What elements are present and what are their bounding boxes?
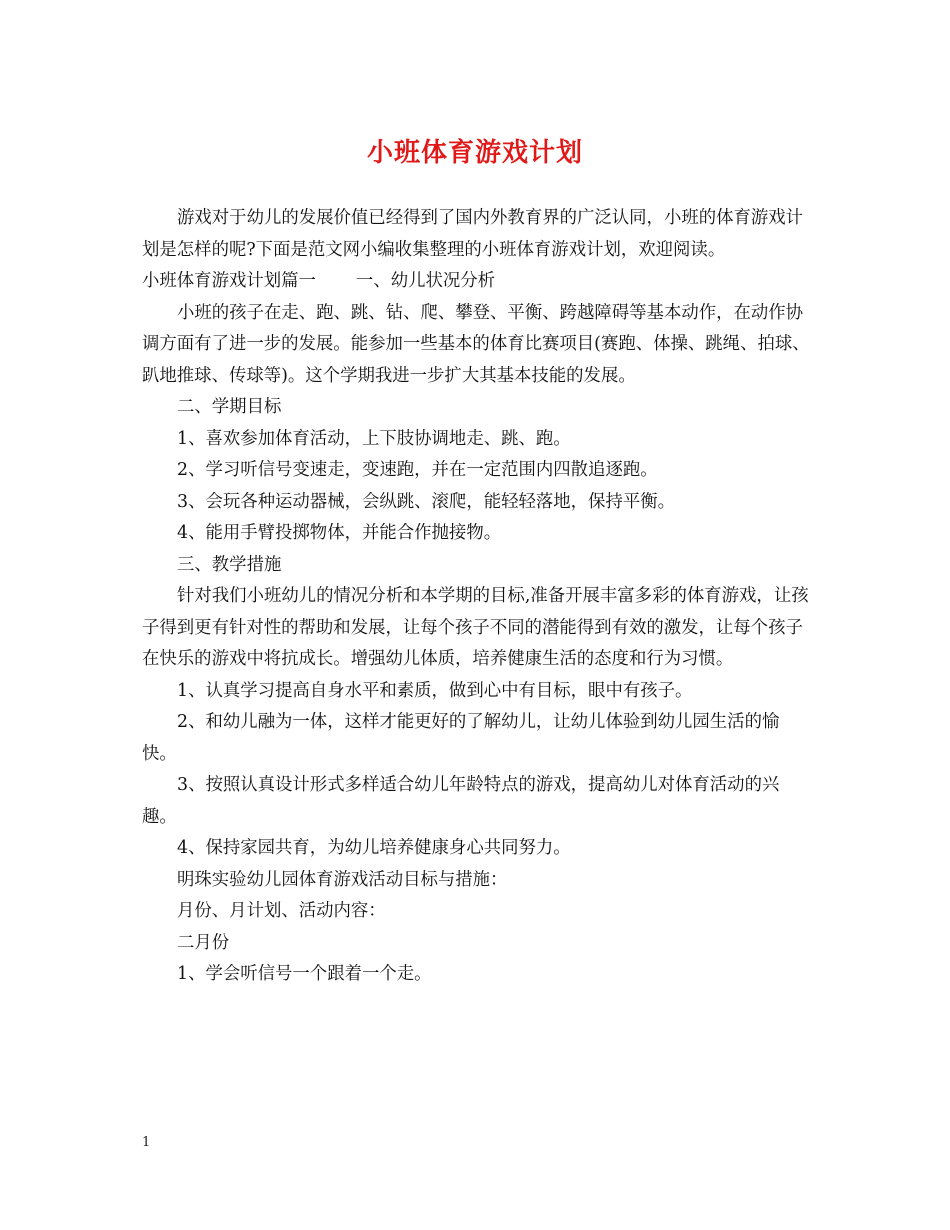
section-heading: 一、幼儿状况分析 — [355, 271, 496, 291]
measure-item: 3、按照认真设计形式多样适合幼儿年龄特点的游戏，提高幼儿对体育活动的兴趣。 — [142, 775, 780, 827]
intro-paragraph: 游戏对于幼儿的发展价值已经得到了国内外教育界的广泛认同，小班的体育游戏计划是怎样的呢?下面是范文网小编收集整理的小班体育游戏计划，欢迎阅读。 — [142, 208, 804, 260]
measures-intro: 针对我们小班幼儿的情况分析和本学期的目标,准备开展丰富多彩的体育游戏，让孩子得到更有针对性的帮助和发展，让每个孩子不同的潜能得到有效的激发，让每个孩子在快乐的游戏中将抗成长。增强幼儿体质，培养健康生活的态度和行为习惯。 — [142, 586, 809, 669]
kindergarten-line: 明珠实验幼儿园体育游戏活动目标与措施： — [177, 869, 508, 890]
section-line — [142, 266, 810, 298]
month-line: 月份、月计划、活动内容： — [177, 901, 386, 921]
measure-item: 4、保持家园共育，为幼儿培养健康身心共同努力。 — [177, 838, 571, 858]
analysis-paragraph: 小班的孩子在走、跑、跳、钻、爬、攀登、平衡、跨越障碍等基本动作，在动作协调方面有了进一步的发展。能参加一些基本的体育比赛项目(赛跑、体操、跳绳、拍球、趴地推球、传球等)。这个学期我进一步扩大其基本技能的发展。 — [142, 302, 810, 386]
measure-item: 1、认真学习提高自身水平和素质，做到心中有目标，眼中有孩子。 — [177, 680, 693, 701]
goals-heading: 二、学期目标 — [177, 397, 282, 417]
section-label: 小班体育游戏计划篇一 — [142, 271, 316, 291]
document-title: 小班体育游戏计划 — [366, 138, 583, 168]
goal-item: 2、学习听信号变速走，变速跑，并在一定范围内四散追逐跑。 — [177, 460, 658, 480]
page-number: 1 — [142, 1135, 151, 1150]
month-item: 1、学会听信号一个跟着一个走。 — [177, 964, 432, 984]
measure-item: 2、和幼儿融为一体，这样才能更好的了解幼儿，让幼儿体验到幼儿园生活的愉快。 — [142, 712, 780, 764]
goal-item: 4、能用手臂投掷物体，并能合作抛接物。 — [177, 523, 502, 543]
goal-item: 3、会玩各种运动器械，会纵跳、滚爬，能轻轻落地，保持平衡。 — [177, 491, 676, 512]
document-body — [142, 203, 810, 991]
measures-heading: 三、教学措施 — [177, 554, 282, 575]
goal-item: 1、喜欢参加体育活动，上下肢协调地走、跳、跑。 — [177, 428, 571, 449]
month-label: 二月份 — [177, 932, 230, 953]
